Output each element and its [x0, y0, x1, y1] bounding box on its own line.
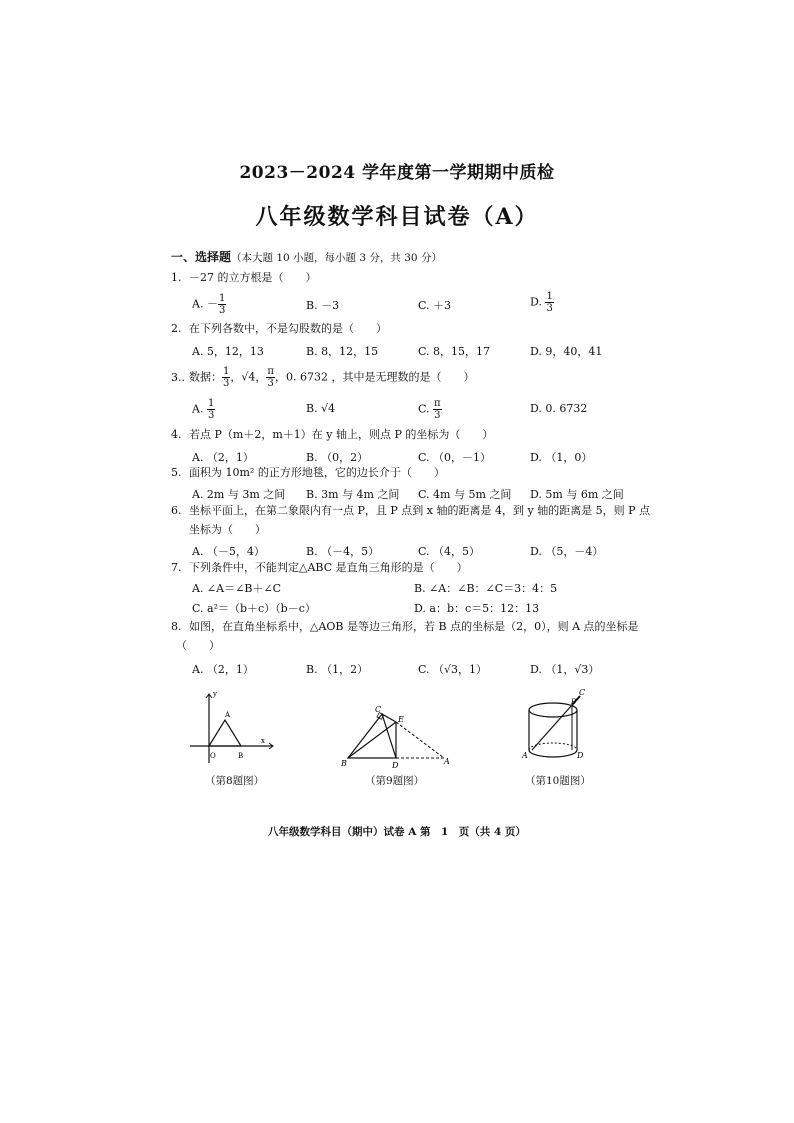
q8-option-d: D. （1，√3）	[530, 663, 600, 676]
q7-option-b: B. ∠A：∠B：∠C＝3：4：5	[414, 582, 558, 595]
cylinder-bottom-front	[529, 750, 577, 757]
figure-8-coordinate-diagram	[185, 688, 280, 768]
q4-option-c: C. （0，－1）	[418, 451, 492, 464]
question-6: 6. 坐标平面上，在第二象限内有一点 P，且 P 点到 x 轴的距离是 4，到 y 轴的距离是 5，则 P 点	[171, 504, 651, 517]
triangle-aob	[209, 720, 241, 746]
exam-main-title: 八年级数学科目试卷（A）	[255, 204, 539, 230]
origin-label: O	[210, 752, 216, 760]
q8-option-b: B. （1，2）	[306, 663, 369, 676]
point-d-label: D	[392, 761, 399, 770]
figure-9-caption: （第9题图）	[365, 775, 425, 787]
q4-option-b: B. （0，2）	[306, 451, 369, 464]
q5-option-b: B. 3m 与 4m 之间	[306, 488, 400, 501]
cylinder-top	[529, 703, 577, 717]
question-8-continued: （ ）	[176, 639, 220, 652]
q5-option-d: D. 5m 与 6m 之间	[530, 488, 624, 501]
question-2: 2. 在下列各数中，不是勾股数的是（ ）	[171, 322, 387, 335]
q1-option-c: C. ＋3	[418, 299, 452, 312]
question-number: 1.	[171, 271, 182, 284]
section-heading	[171, 248, 442, 265]
q2-option-d: D. 9，40，41	[530, 345, 603, 358]
point-b-label: B	[571, 698, 577, 706]
q2-option-c: C. 8，15，17	[418, 345, 491, 358]
y-label: y	[213, 690, 217, 698]
point-c-label: C	[579, 688, 586, 697]
cylinder-bottom-back	[529, 743, 577, 750]
q7-option-a: A. ∠A＝∠B＋∠C	[192, 582, 282, 595]
q6-option-a: A. （－5，4）	[192, 545, 265, 558]
q4-option-a: A. （2，1）	[192, 451, 254, 464]
q7-option-d: D. a：b：c＝5：12：13	[414, 602, 540, 615]
q3-option-c: C. $\frac{\pi}{3}$	[418, 398, 441, 421]
question-1	[171, 271, 317, 285]
question-4: 4. 若点 P（m＋2，m＋1）在 y 轴上，则点 P 的坐标为（ ）	[171, 428, 494, 441]
q6-option-c: C. （4，5）	[418, 545, 481, 558]
q6-option-b: B. （－4，5）	[306, 545, 380, 558]
q2-option-b: B. 8，12，15	[306, 345, 379, 358]
question-8: 8. 如图，在直角坐标系中，△AOB 是等边三角形，若 B 点的坐标是（2，0），则 A 点的坐标是	[171, 620, 639, 633]
q2-option-a: A. 5，12，13	[192, 345, 264, 358]
q6-option-d: D. （5，－4）	[530, 545, 604, 558]
point-b-label: B	[341, 759, 347, 768]
question-7: 7. 下列条件中，不能判定△ABC 是直角三角形的是（ ）	[171, 561, 468, 574]
point-d-label: D	[577, 751, 584, 760]
q7-option-c: C. a²＝（b＋c）（b－c）	[192, 602, 316, 615]
question-5: 5. 面积为 10m² 的正方形地毯，它的边长介于（ ）	[171, 466, 445, 479]
q3-option-b: B. √4	[306, 402, 336, 415]
figure-9-triangle-diagram	[338, 700, 458, 770]
q8-option-c: C. （√3，1）	[418, 663, 488, 676]
question-6-continued: 坐标为（ ）	[189, 523, 266, 536]
segment-ea-dashed	[396, 722, 444, 758]
q1-option-a: A. － $\frac{1}{3}$	[192, 293, 226, 316]
triangle-bcd	[348, 714, 396, 758]
exam-year-title: 2023－2024 学年度第一学期期中质检	[239, 163, 555, 183]
q1-option-b: B. －3	[306, 299, 340, 312]
point-a-label: A	[225, 711, 231, 719]
figure-10-caption: （第10题图）	[525, 775, 591, 787]
point-c-label: C	[375, 705, 382, 714]
figure-8-caption: （第8题图）	[205, 775, 265, 787]
page-footer: 八年级数学科目（期中）试卷 A 第 1 页（共 4 页）	[268, 826, 526, 838]
section-note: （本大题 10 小题，每小题 3 分，共 30 分）	[231, 252, 442, 264]
point-e-label: E	[398, 715, 404, 724]
question-3: 3.. 数据： $\frac{1}{3}$ ，√4， $\frac{\pi}{3}$ ，0. 6732 ，其中是无理数的是（ ）	[171, 366, 475, 389]
x-label: x	[261, 737, 265, 745]
q5-option-c: C. 4m 与 5m 之间	[418, 488, 512, 501]
point-a-label: A	[444, 757, 450, 766]
q4-option-d: D. （1，0）	[530, 451, 593, 464]
q3-option-a: A. $\frac{1}{3}$	[192, 398, 215, 421]
point-a-label: A	[522, 751, 528, 760]
q1-option-d: D. $\frac{1}{3}$	[530, 291, 553, 314]
point-b-label: B	[238, 752, 244, 760]
q8-option-a: A. （2，1）	[192, 663, 254, 676]
section-label: 一、选择题	[171, 250, 232, 264]
question-stem: －27 的立方根是（ ）	[189, 271, 317, 284]
q5-option-a: A. 2m 与 3m 之间	[192, 488, 286, 501]
figure-10-cylinder-diagram	[520, 688, 600, 768]
q3-option-d: D. 0. 6732	[530, 402, 588, 415]
